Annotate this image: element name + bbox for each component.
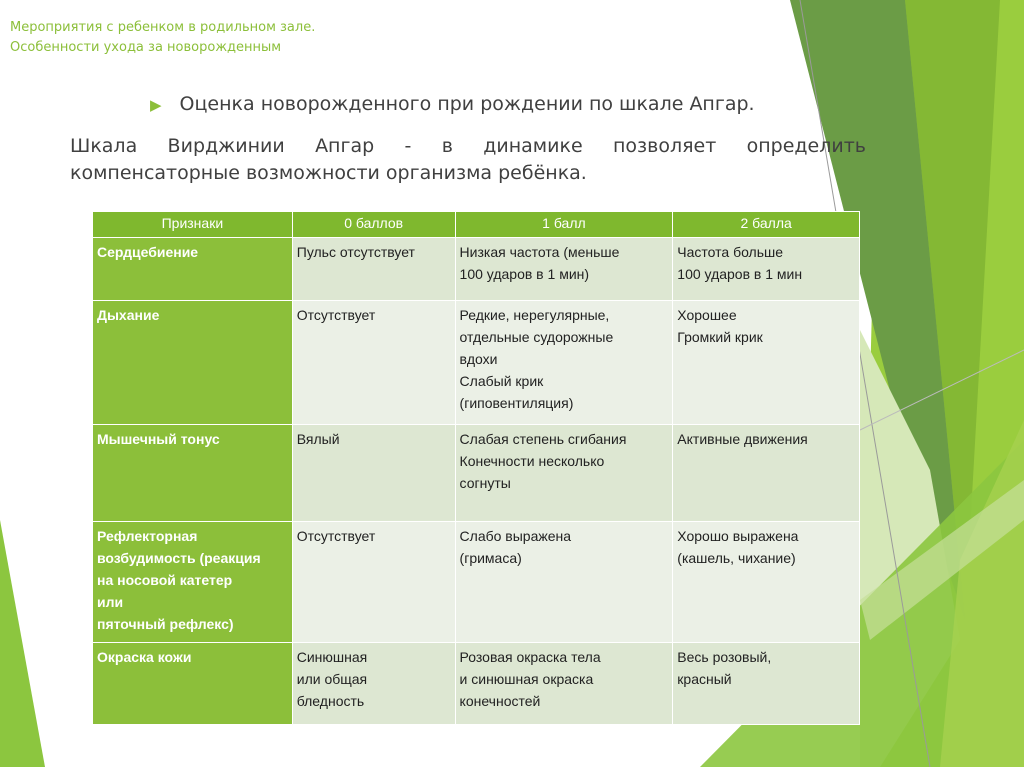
description-paragraph: Шкала Вирджинии Апгар - в динамике позволяет определить компенсаторные возможности организма ребёнка. bbox=[70, 135, 866, 184]
table-row bbox=[93, 238, 860, 301]
table-row bbox=[93, 643, 860, 725]
sign-cell: Мышечный тонус bbox=[93, 425, 293, 522]
table-cell: Хорошо выражена (кашель, чихание) bbox=[673, 522, 860, 643]
header-line-2: Особенности ухода за новорожденным bbox=[10, 40, 282, 55]
table-cell: Хорошее Громкий крик bbox=[673, 301, 860, 425]
table-cell: Частота больше 100 ударов в 1 мин bbox=[673, 238, 860, 301]
table-cell: Синюшная или общая бледность bbox=[292, 643, 455, 725]
slide-header bbox=[10, 18, 315, 58]
table-row bbox=[93, 301, 860, 425]
table-row bbox=[93, 522, 860, 643]
table-header-row bbox=[93, 212, 860, 238]
table-cell: Активные движения bbox=[673, 425, 860, 522]
column-header: 2 балла bbox=[673, 212, 860, 238]
table-cell: Отсутствует bbox=[292, 301, 455, 425]
table-row bbox=[93, 425, 860, 522]
table-cell: Слабо выражена (гримаса) bbox=[455, 522, 673, 643]
table-cell: Отсутствует bbox=[292, 522, 455, 643]
sign-cell: Сердцебиение bbox=[93, 238, 293, 301]
table-cell: Вялый bbox=[292, 425, 455, 522]
table-cell: Розовая окраска тела и синюшная окраска конечностей bbox=[455, 643, 673, 725]
bullet-item bbox=[150, 93, 755, 115]
triangle-bullet-icon: ▶ bbox=[150, 96, 162, 114]
sign-cell: Дыхание bbox=[93, 301, 293, 425]
table-cell: Весь розовый, красный bbox=[673, 643, 860, 725]
bullet-text: Оценка новорожденного при рождении по шкале Апгар. bbox=[179, 93, 755, 115]
apgar-table bbox=[92, 211, 860, 725]
sign-cell: Окраска кожи bbox=[93, 643, 293, 725]
header-line-1: Мероприятия с ребенком в родильном зале. bbox=[10, 20, 316, 35]
column-header: 0 баллов bbox=[292, 212, 455, 238]
table-cell: Слабая степень сгибания Конечности несколько согнуты bbox=[455, 425, 673, 522]
column-header: Признаки bbox=[93, 212, 293, 238]
table-cell: Низкая частота (меньше 100 ударов в 1 мин) bbox=[455, 238, 673, 301]
sign-cell: Рефлекторная возбудимость (реакция на носовой катетер или пяточный рефлекс) bbox=[93, 522, 293, 643]
table-cell: Пульс отсутствует bbox=[292, 238, 455, 301]
column-header: 1 балл bbox=[455, 212, 673, 238]
table-cell: Редкие, нерегулярные, отдельные судорожные вдохи Слабый крик (гиповентиляция) bbox=[455, 301, 673, 425]
